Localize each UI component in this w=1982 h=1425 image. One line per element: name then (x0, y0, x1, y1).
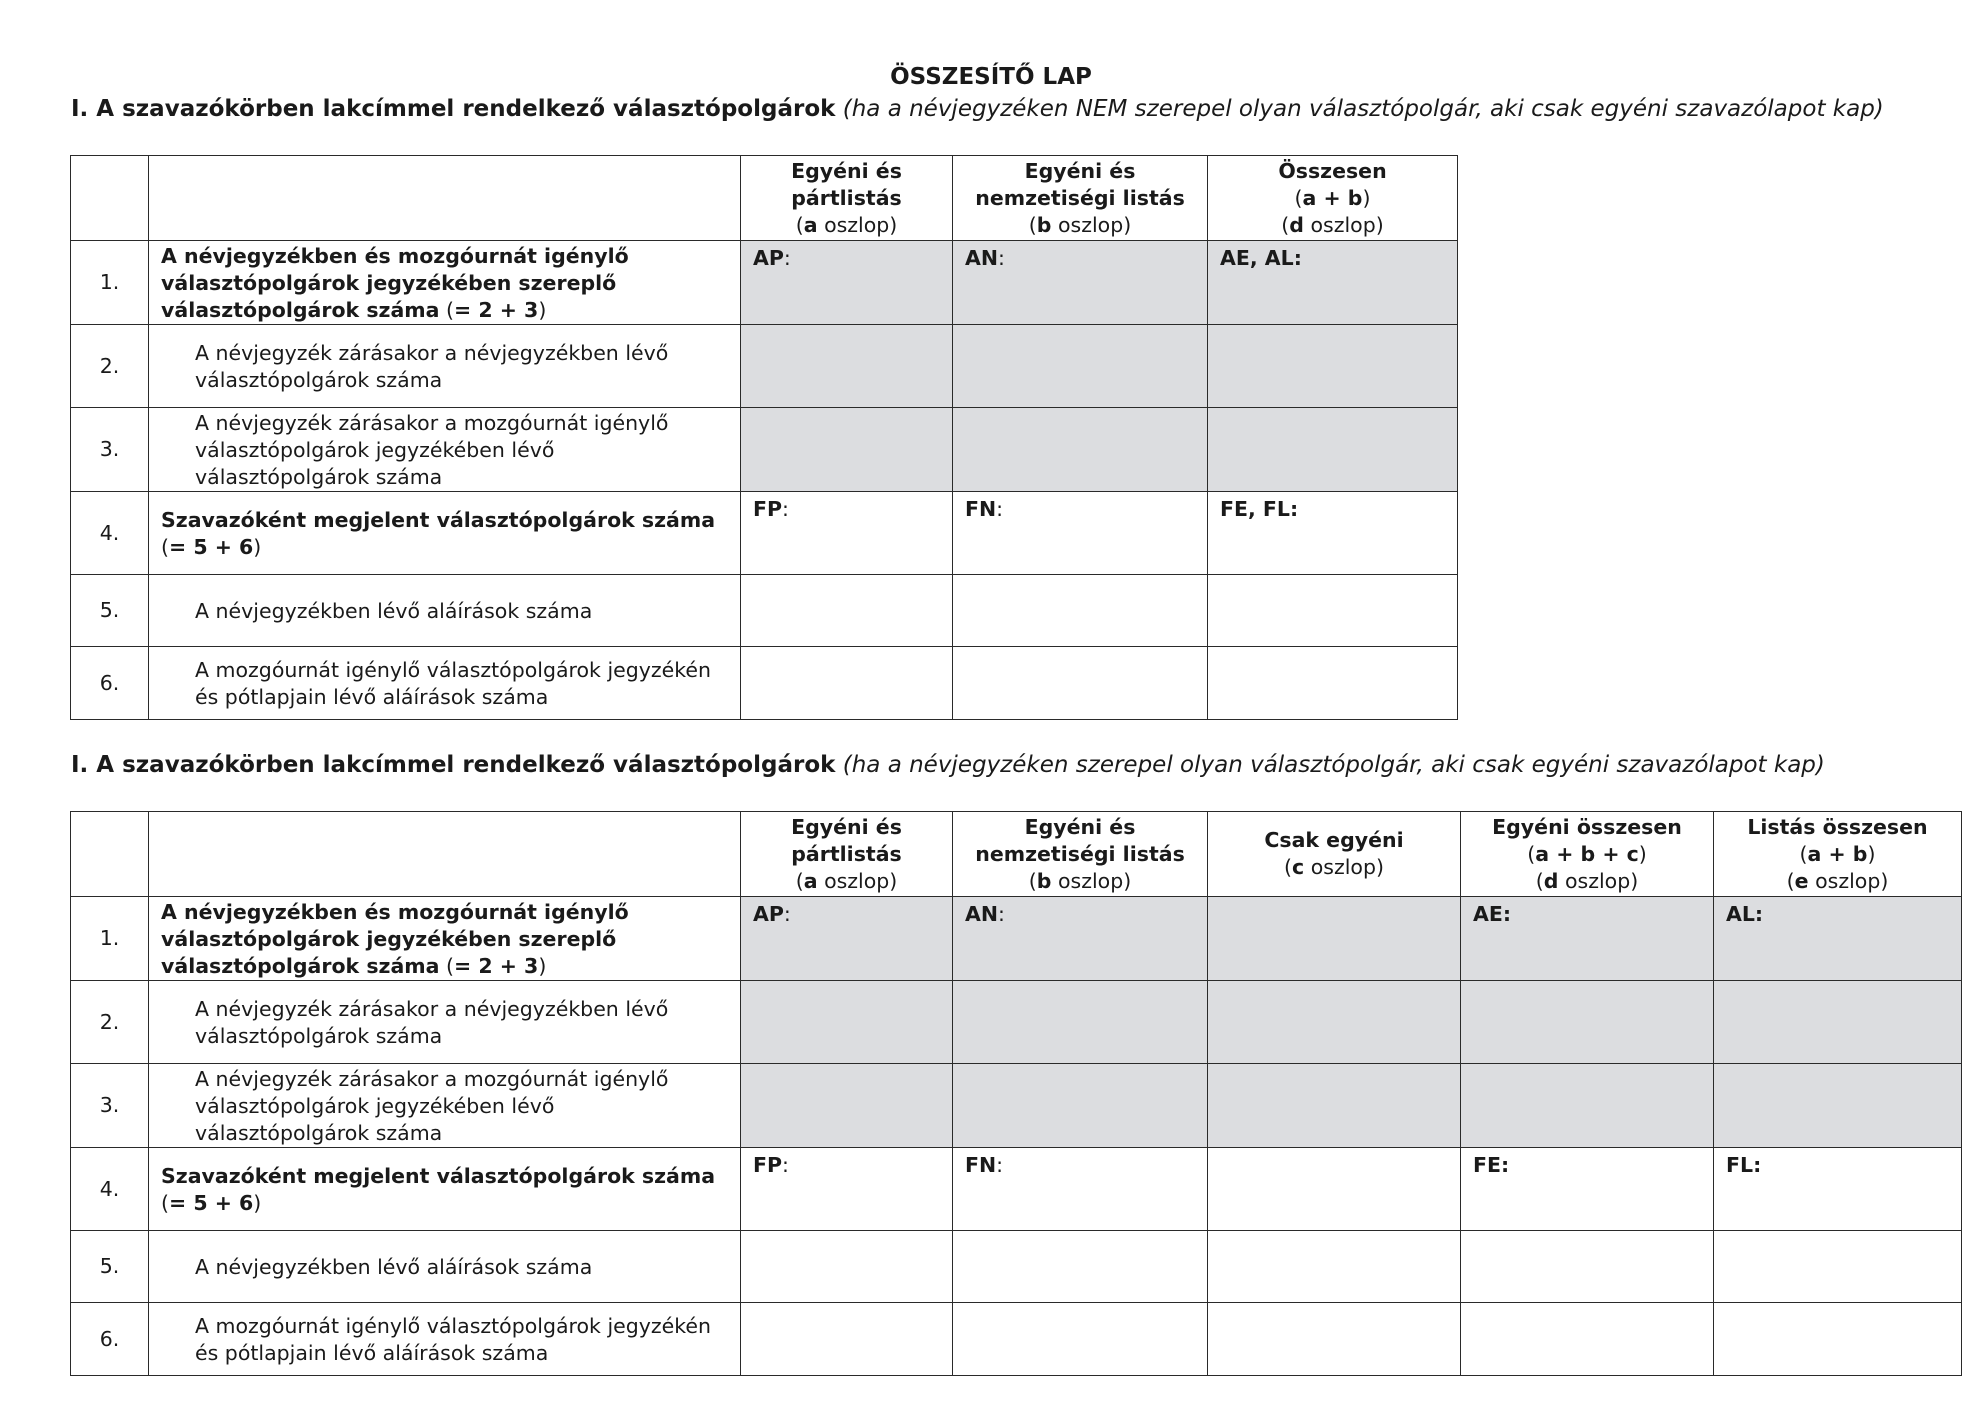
cell-a[interactable] (741, 575, 953, 647)
row-label: A névjegyzékben és mozgóurnát igénylő választópolgárok jegyzékében szereplő választópolgárok száma (= 2 + 3) (149, 241, 741, 325)
row-label: A névjegyzékben lévő aláírások száma (149, 575, 741, 647)
row-label: A névjegyzék zárásakor a névjegyzékben lévő választópolgárok száma (149, 325, 741, 408)
section-2-heading-italic: (ha a névjegyzéken szerepel olyan választópolgár, aki csak egyéni szavazólapot kap) (842, 752, 1825, 778)
cell-fp[interactable]: FP: (741, 1148, 953, 1231)
table-header-row (71, 812, 1962, 897)
cell-an[interactable]: AN: (953, 241, 1208, 325)
section-2-heading-bold: I. A szavazókörben lakcímmel rendelkező választópolgárok (71, 752, 836, 778)
row-number: 3. (71, 408, 149, 492)
column-header-c: Csak egyéni (c oszlop) (1208, 812, 1461, 897)
cell-c[interactable] (1208, 1064, 1461, 1148)
cell-b[interactable] (953, 325, 1208, 408)
cell-fn[interactable]: FN: (953, 1148, 1208, 1231)
cell-a[interactable] (741, 1303, 953, 1376)
column-header-b: Egyéni és nemzetiségi listás (b oszlop) (953, 156, 1208, 241)
row-number: 3. (71, 1064, 149, 1148)
column-header-b: Egyéni és nemzetiségi listás (b oszlop) (953, 812, 1208, 897)
row-label: A névjegyzék zárásakor a mozgóurnát igénylő választópolgárok jegyzékében lévő választópolgárok száma (149, 1064, 741, 1148)
cell-fe-fl[interactable]: FE, FL: (1208, 492, 1458, 575)
table-row-2 (71, 981, 1962, 1064)
cell-c[interactable] (1208, 1148, 1461, 1231)
cell-d[interactable] (1208, 647, 1458, 720)
row-number: 2. (71, 981, 149, 1064)
row-label: A névjegyzék zárásakor a mozgóurnát igénylő választópolgárok jegyzékében lévő választópolgárok száma (149, 408, 741, 492)
column-header-a: Egyéni és pártlistás (a oszlop) (741, 812, 953, 897)
cell-an[interactable]: AN: (953, 897, 1208, 981)
row-number: 4. (71, 1148, 149, 1231)
table-row-4 (71, 1148, 1962, 1231)
cell-ap[interactable]: AP: (741, 241, 953, 325)
cell-a[interactable] (741, 325, 953, 408)
cell-d[interactable] (1208, 325, 1458, 408)
table-row-3 (71, 1064, 1962, 1148)
header-empty-num (71, 812, 149, 897)
cell-al[interactable]: AL: (1714, 897, 1962, 981)
header-empty-num (71, 156, 149, 241)
cell-c[interactable] (1208, 897, 1461, 981)
table-row-5 (71, 575, 1458, 647)
row-label: A névjegyzék zárásakor a névjegyzékben lévő választópolgárok száma (149, 981, 741, 1064)
table-row-3 (71, 408, 1458, 492)
cell-fp[interactable]: FP: (741, 492, 953, 575)
cell-c[interactable] (1208, 1231, 1461, 1303)
row-label: Szavazóként megjelent választópolgárok száma (= 5 + 6) (149, 1148, 741, 1231)
cell-fn[interactable]: FN: (953, 492, 1208, 575)
table-row-6 (71, 1303, 1962, 1376)
cell-d[interactable] (1461, 1231, 1714, 1303)
row-label: Szavazóként megjelent választópolgárok száma (= 5 + 6) (149, 492, 741, 575)
section-1-heading-bold: I. A szavazókörben lakcímmel rendelkező választópolgárok (71, 96, 836, 122)
summary-table-1 (70, 155, 1458, 720)
cell-a[interactable] (741, 1064, 953, 1148)
cell-e[interactable] (1714, 1231, 1962, 1303)
cell-d[interactable] (1208, 408, 1458, 492)
cell-d[interactable] (1461, 1064, 1714, 1148)
cell-a[interactable] (741, 1231, 953, 1303)
row-label: A névjegyzékben lévő aláírások száma (149, 1231, 741, 1303)
row-label: A mozgóurnát igénylő választópolgárok jegyzékén és pótlapjain lévő aláírások száma (149, 1303, 741, 1376)
cell-e[interactable] (1714, 981, 1962, 1064)
table-row-6 (71, 647, 1458, 720)
cell-a[interactable] (741, 647, 953, 720)
column-header-a: Egyéni és pártlistás (a oszlop) (741, 156, 953, 241)
row-label: A mozgóurnát igénylő választópolgárok jegyzékén és pótlapjain lévő aláírások száma (149, 647, 741, 720)
row-label: A névjegyzékben és mozgóurnát igénylő választópolgárok jegyzékében szereplő választópolgárok száma (= 2 + 3) (149, 897, 741, 981)
cell-b[interactable] (953, 1231, 1208, 1303)
table-row-4 (71, 492, 1458, 575)
cell-a[interactable] (741, 408, 953, 492)
cell-b[interactable] (953, 408, 1208, 492)
cell-e[interactable] (1714, 1303, 1962, 1376)
cell-b[interactable] (953, 647, 1208, 720)
cell-b[interactable] (953, 1303, 1208, 1376)
row-number: 2. (71, 325, 149, 408)
section-1-heading (71, 96, 1884, 122)
row-number: 5. (71, 1231, 149, 1303)
row-number: 1. (71, 241, 149, 325)
table-row-2 (71, 325, 1458, 408)
table-row-1 (71, 897, 1962, 981)
cell-fl[interactable]: FL: (1714, 1148, 1962, 1231)
cell-ap[interactable]: AP: (741, 897, 953, 981)
section-1-heading-italic: (ha a névjegyzéken NEM szerepel olyan választópolgár, aki csak egyéni szavazólapot kap) (842, 96, 1884, 122)
column-header-d: Egyéni összesen (a + b + c) (d oszlop) (1461, 812, 1714, 897)
row-number: 6. (71, 647, 149, 720)
cell-b[interactable] (953, 981, 1208, 1064)
cell-b[interactable] (953, 1064, 1208, 1148)
cell-c[interactable] (1208, 981, 1461, 1064)
summary-table-2 (70, 811, 1962, 1376)
header-empty-label (149, 156, 741, 241)
cell-b[interactable] (953, 575, 1208, 647)
cell-fe[interactable]: FE: (1461, 1148, 1714, 1231)
row-number: 1. (71, 897, 149, 981)
cell-ae[interactable]: AE: (1461, 897, 1714, 981)
cell-a[interactable] (741, 981, 953, 1064)
page-title: ÖSSZESÍTŐ LAP (890, 64, 1092, 90)
header-empty-label (149, 812, 741, 897)
cell-e[interactable] (1714, 1064, 1962, 1148)
table-header-row (71, 156, 1458, 241)
cell-d[interactable] (1208, 575, 1458, 647)
row-number: 6. (71, 1303, 149, 1376)
column-header-e: Listás összesen (a + b) (e oszlop) (1714, 812, 1962, 897)
cell-c[interactable] (1208, 1303, 1461, 1376)
row-number: 5. (71, 575, 149, 647)
table-row-5 (71, 1231, 1962, 1303)
table-row-1 (71, 241, 1458, 325)
cell-d[interactable] (1461, 981, 1714, 1064)
cell-d[interactable] (1461, 1303, 1714, 1376)
row-number: 4. (71, 492, 149, 575)
section-2-heading (71, 752, 1825, 778)
cell-ae-al[interactable]: AE, AL: (1208, 241, 1458, 325)
column-header-d: Összesen (a + b) (d oszlop) (1208, 156, 1458, 241)
